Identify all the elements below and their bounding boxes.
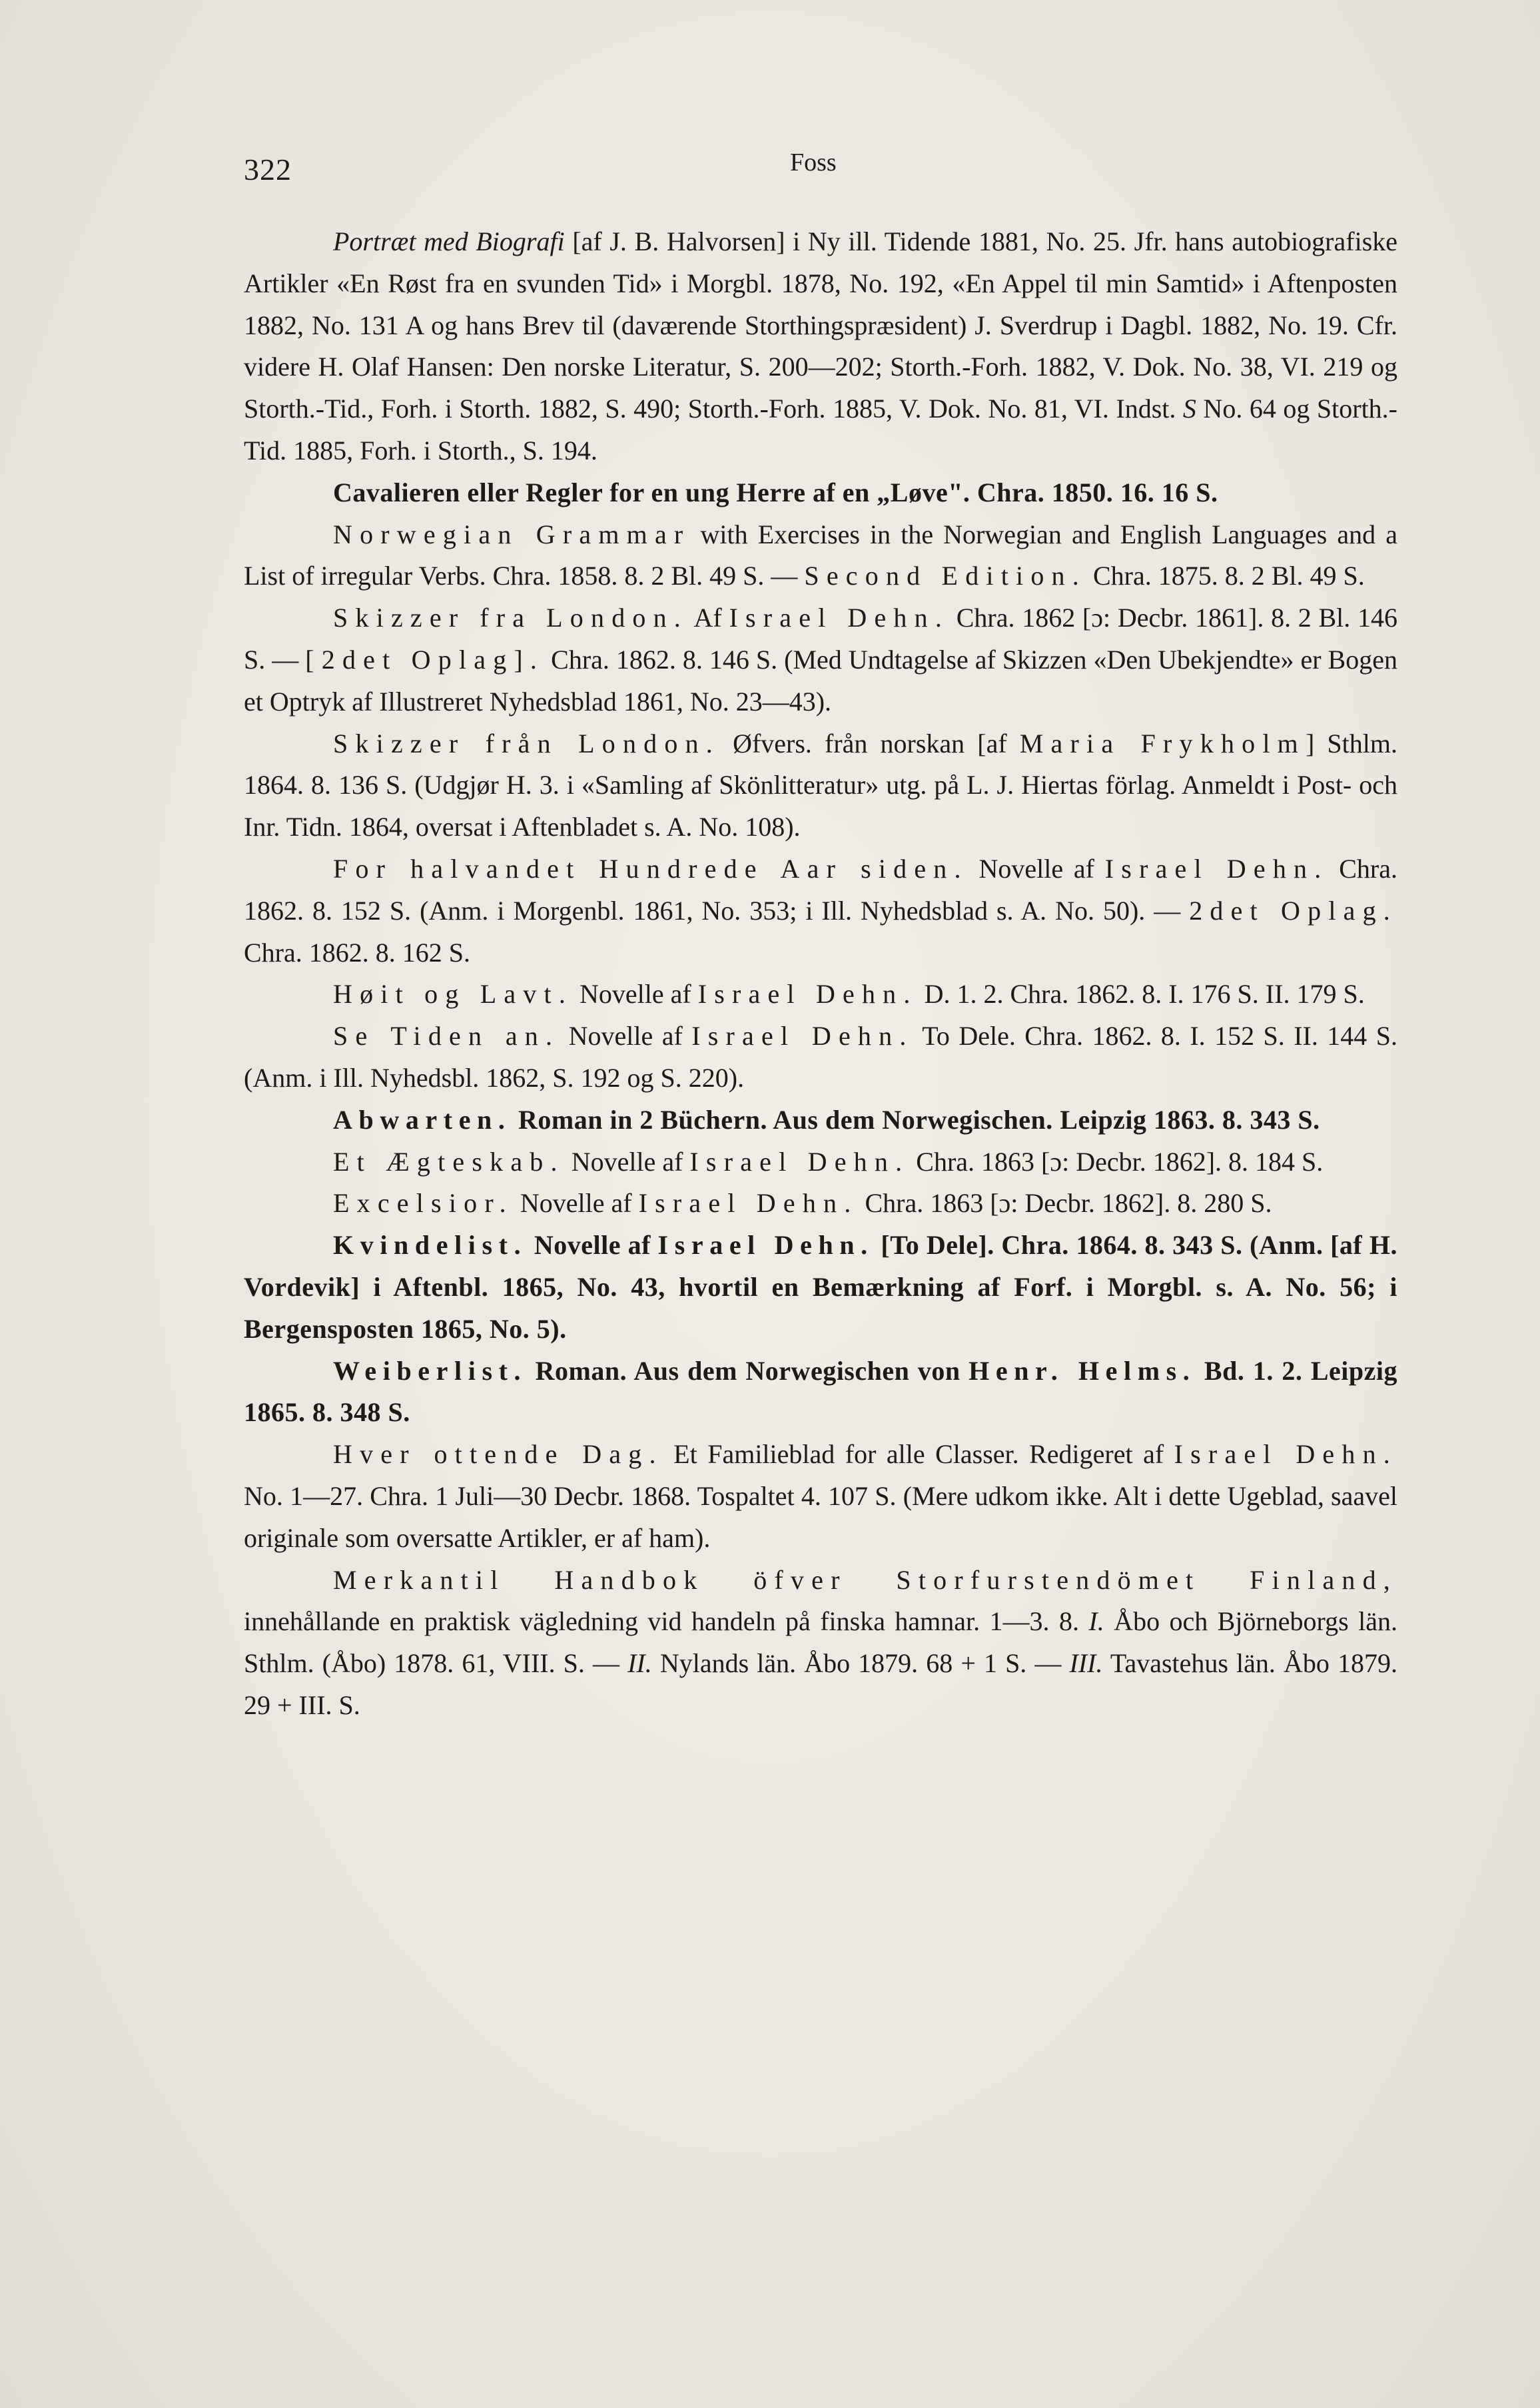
entry-abbrev: S	[1182, 394, 1196, 424]
entry-merkantil-handbok	[244, 1560, 1397, 1727]
entry-text: with Exercises in the Norwegian and English Languages and a List of irregular Verbs. Chra. 1858. 8. 2 Bl. 49 S. —	[244, 519, 1397, 591]
entry-text: Chra. 1862. 8. 162 S.	[244, 937, 470, 968]
entry-text: Chra. 1862. 8. 152 S. (Anm. i Morgenbl. 1861, No. 353; i Ill. Nyhedsblad s. A. No. 50). —	[244, 853, 1397, 926]
entry-text: Chra. 1862 [ɔ: Decbr. 1861]. 8. 2 Bl. 146 S. —	[244, 603, 1398, 675]
entry-text: Roman. Aus dem Norwegischen von	[527, 1355, 969, 1386]
entry-text: Chra. 1875. 8. 2 Bl. 49 S.	[1086, 561, 1365, 591]
entry-excelsior	[244, 1183, 1397, 1225]
author-pseudonym: Israel Dehn.	[1104, 853, 1329, 884]
part-number: II.	[627, 1648, 652, 1679]
entry-text: Novelle af	[573, 979, 698, 1010]
author-pseudonym: Israel Dehn.	[638, 1188, 859, 1219]
running-head: Foss	[790, 149, 837, 176]
entry-title: Weiberlist.	[333, 1355, 528, 1386]
part-number: III.	[1069, 1648, 1103, 1679]
part-number: I.	[1088, 1606, 1104, 1637]
entry-title: Hver ottende Dag.	[333, 1439, 663, 1470]
entry-text: Novelle af	[564, 1146, 690, 1177]
entry-se-tiden-an	[244, 1016, 1397, 1099]
entry-title: Se Tiden an.	[333, 1021, 560, 1052]
entry-text: Novelle af	[560, 1021, 692, 1052]
entry-text: Novelle af	[513, 1188, 639, 1219]
entry-text: ] Sthlm. 1864. 8. 136 S. (Udgjør H. 3. i «Samling af Skönlitteratur» utg. på L. J. Hiertas förlag. Anmeldt i Post- och Inr. Tidn. 1864, oversat i Aftenbladet s. A. No. 108).	[244, 728, 1398, 842]
edition-label: [2det Oplag].	[305, 644, 545, 675]
entry-norwegian-grammar	[244, 514, 1397, 598]
entry-title: For halvandet Hundrede Aar siden.	[333, 853, 968, 884]
entry-title: Portræt med Biografi	[333, 226, 565, 256]
entry-text: Øfvers. från norskan [af	[719, 728, 1020, 758]
entry-text: D. 1. 2. Chra. 1862. 8. I. 176 S. II. 179 S.	[917, 979, 1365, 1010]
entry-abwarten	[244, 1099, 1397, 1141]
entry-et-aegteskab	[244, 1141, 1397, 1183]
edition-label: 2det Oplag.	[1189, 895, 1397, 926]
author-pseudonym: Israel Dehn.	[729, 603, 950, 633]
author-pseudonym: Israel Dehn.	[697, 979, 918, 1010]
edition-label: Second Edition.	[804, 561, 1086, 591]
entry-title: Kvindelist.	[333, 1230, 528, 1261]
entry-text: Chra. 1863 [ɔ: Decbr. 1862]. 8. 184 S.	[909, 1146, 1324, 1177]
entry-for-halvandet	[244, 848, 1397, 974]
entry-text: [af J. B. Halvorsen] i Ny ill. Tidende 1881, No. 25. Jfr. hans autobiografiske Artikler «En Røst fra en svunden Tid» i Morgbl. 1878, No. 192, «En Appel til min Samtid» i Aftenposten 1882, No. 131 A og hans Brev til (daværende Storthingspræsident) J. Sverdrup i Dagbl. 1882, No. 19. Cfr. videre H. Olaf Hansen: Den norske Literatur, S. 200—202; Storth.-Forh. 1882, V. Dok. No. 38, VI. 219 og Storth.-Tid., Forh. i Storth. 1882, S. 490; Storth.-Forh. 1885, V. Dok. No. 81, VI. Indst.	[244, 226, 1398, 424]
entry-text: Chra. 1863 [ɔ: Decbr. 1862]. 8. 280 S.	[858, 1188, 1272, 1219]
entry-cavalieren	[244, 472, 1397, 514]
entry-text: Af	[688, 603, 729, 633]
entry-title: Abwarten.	[333, 1104, 512, 1135]
author-pseudonym: Israel Dehn.	[657, 1230, 874, 1261]
entry-portraet	[244, 221, 1397, 472]
entry-text: Et Familieblad for alle Classer. Redigeret af	[663, 1439, 1174, 1470]
entry-hver-ottende-dag	[244, 1434, 1397, 1559]
entry-text: Novelle af	[968, 853, 1105, 884]
entry-text: No. 1—27. Chra. 1 Juli—30 Decbr. 1868. Tospaltet 4. 107 S. (Mere udkom ikke. Alt i dette Ugeblad, saavel originale som oversatte Artikler, er af ham).	[244, 1480, 1397, 1553]
author-pseudonym: Israel Dehn.	[689, 1146, 910, 1177]
entry-kvindelist	[244, 1225, 1397, 1350]
page-number: 322	[244, 152, 292, 186]
entry-text: Tavastehus län. Åbo 1879. 29 + III. S.	[244, 1648, 1397, 1720]
entry-title: Skizzer fra London.	[333, 603, 688, 633]
entry-title: Norwegian Grammar	[333, 519, 691, 549]
entry-text: innehållande en praktisk vägledning vid handeln på finska hamnar. 1—3. 8.	[244, 1606, 1089, 1637]
entry-title: Merkantil Handbok öfver Storfurstendömet Finland,	[333, 1564, 1397, 1595]
entry-title: Et Ægteskab.	[333, 1146, 565, 1177]
entry-text: Åbo och Björneborgs län. Sthlm. (Åbo) 1878. 61, VIII. S. —	[244, 1606, 1398, 1679]
entry-title: Høit og Lavt.	[333, 979, 574, 1010]
entry-text: Bd. 1. 2. Leipzig 1865. 8. 348 S.	[244, 1355, 1397, 1428]
entry-text: Novelle af	[527, 1230, 658, 1261]
entry-title: Excelsior.	[333, 1188, 514, 1219]
translator-name: Henr. Helms.	[968, 1355, 1196, 1386]
entry-weiberlist	[244, 1351, 1397, 1434]
entry-title: Skizzer från London.	[333, 728, 720, 758]
entry-text: No. 64 og Storth.-Tid. 1885, Forh. i Storth., S. 194.	[244, 394, 1398, 465]
translator-name: Maria Frykholm	[1019, 728, 1306, 758]
entry-skizzer-fra-london	[244, 597, 1397, 723]
entry-title: Cavalieren eller Regler for en ung Herre af en „Løve". Chra. 1850. 16. 16 S.	[333, 477, 1218, 507]
entry-text: Nylands län. Åbo 1879. 68 + 1 S. —	[651, 1648, 1070, 1679]
entry-text: Chra. 1862. 8. 146 S. (Med Undtagelse af Skizzen «Den Ubekjendte» er Bogen et Optryk af Illustreret Nyhedsblad 1861, No. 23—43).	[244, 644, 1397, 717]
author-pseudonym: Israel Dehn.	[1174, 1439, 1397, 1470]
bibliography-body	[244, 221, 1397, 1727]
entry-text: Roman in 2 Büchern. Aus dem Norwegischen. Leipzig 1863. 8. 343 S.	[511, 1104, 1320, 1135]
entry-text: To Dele. Chra. 1862. 8. I. 152 S. II. 144 S. (Anm. i Ill. Nyhedsbl. 1862, S. 192 og S. 220).	[244, 1021, 1397, 1093]
author-pseudonym: Israel Dehn.	[691, 1021, 914, 1052]
entry-text: [To Dele]. Chra. 1864. 8. 343 S. (Anm. [af H. Vordevik] i Aftenbl. 1865, No. 43, hvortil en Bemærkning af Forf. i Morgbl. s. A. No. 56; i Bergensposten 1865, No. 5).	[244, 1230, 1397, 1344]
entry-hoit-og-lavt	[244, 974, 1397, 1016]
entry-skizzer-fran-london	[244, 723, 1397, 848]
